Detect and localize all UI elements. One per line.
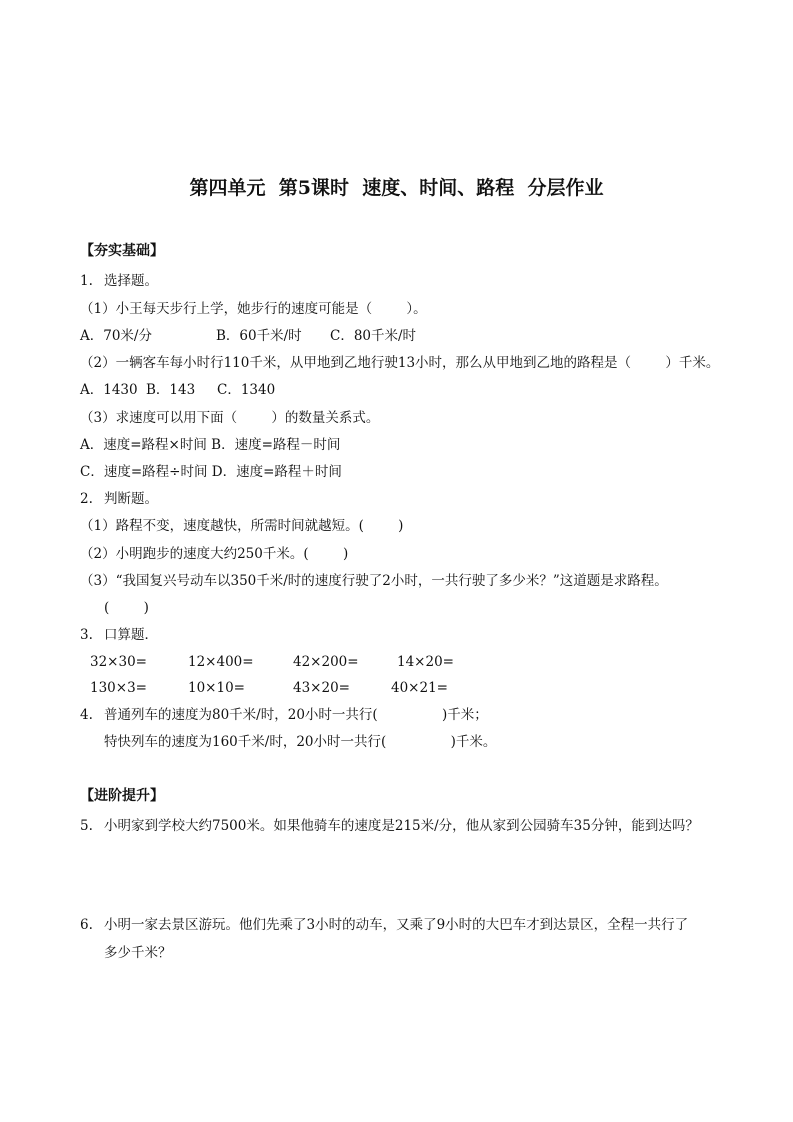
q3-calc-4: 14×20= — [397, 654, 454, 670]
q1-sub1-option-b: B．60千米/时 — [216, 328, 302, 344]
q2-number: 2. — [80, 491, 93, 507]
q1-sub3-text: （3）求速度可以用下面（ ）的数量关系式。 — [80, 410, 380, 426]
q4-line-2: 特快列车的速度为160千米/时，20小时一共行( )千米。 — [104, 734, 497, 750]
q1-sub1-option-a: A．70米/分 — [80, 328, 152, 344]
q2-label: 判断题。 — [104, 491, 158, 507]
page-title: 第四单元 第5课时 速度、时间、路程 分层作业 — [189, 177, 604, 199]
section-heading-basic: 【夯实基础】 — [80, 243, 164, 259]
q3-calc-7: 43×20= — [293, 680, 350, 696]
q1-sub3-options-ab: A．速度=路程×时间 B．速度=路程－时间 — [80, 437, 341, 453]
section-heading-advanced: 【进阶提升】 — [80, 788, 164, 804]
q2-sub3-text: （3）“我国复兴号动车以350千米/时的速度行驶了2小时，一共行驶了多少米？”这道题是求路程。 — [80, 573, 668, 589]
q3-label: 口算题． — [104, 627, 158, 643]
q5-text: 小明家到学校大约7500米。如果他骑车的速度是215米/分，他从家到公园骑车35分钟，能到达吗？ — [104, 818, 699, 834]
q3-calc-3: 42×200= — [293, 654, 359, 670]
q3-calc-6: 10×10= — [188, 680, 245, 696]
q2-sub1-text: （1）路程不变，速度越快，所需时间就越短。( ) — [80, 518, 404, 534]
q1-sub2-text: （2）一辆客车每小时行110千米，从甲地到乙地行驶13小时，那么从甲地到乙地的路程是（ ）千米。 — [80, 355, 720, 371]
q1-sub2-option-b: B．143 — [146, 382, 196, 398]
q1-sub1-text: （1）小王每天步行上学，她步行的速度可能是（ ）。 — [80, 301, 427, 317]
q1-sub1-option-c: C．80千米/时 — [330, 328, 417, 344]
q4-line-1: 普通列车的速度为80千米/时，20小时一共行( )千米； — [104, 707, 488, 723]
q1-sub2-option-c: C．1340 — [217, 382, 276, 398]
q5-number: 5. — [80, 818, 93, 834]
q3-calc-8: 40×21= — [391, 680, 448, 696]
q1-label: 选择题。 — [104, 273, 158, 289]
q1-number: 1. — [80, 273, 93, 289]
q3-calc-5: 130×3= — [90, 680, 147, 696]
q6-number: 6. — [80, 917, 93, 933]
q1-sub2-option-a: A．1430 — [80, 382, 138, 398]
q3-calc-2: 12×400= — [188, 654, 254, 670]
q2-sub3-answer-blank[interactable]: ( ) — [104, 600, 149, 616]
q1-sub3-options-cd: C．速度=路程÷时间 D．速度=路程＋时间 — [80, 464, 342, 480]
q3-number: 3. — [80, 627, 93, 643]
q3-calc-1: 32×30= — [90, 654, 147, 670]
q6-line-2: 多少千米？ — [104, 945, 172, 961]
q2-sub2-text: （2）小明跑步的速度大约250千米。( ) — [80, 546, 349, 562]
q6-line-1: 小明一家去景区游玩。他们先乘了3小时的动车，又乘了9小时的大巴车才到达景区，全程一共行了 — [104, 917, 689, 933]
q4-number: 4. — [80, 707, 93, 723]
